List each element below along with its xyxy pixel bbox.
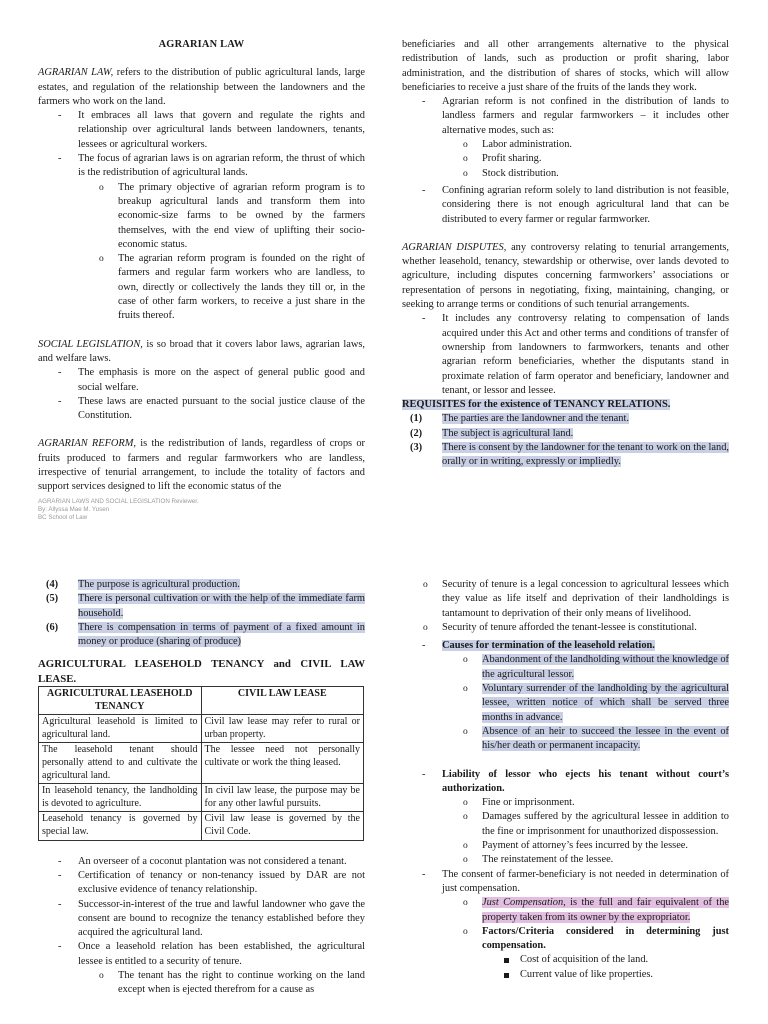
- table-cell: The leasehold tenant should personally attend to and cultivate the agricultural land.: [39, 743, 202, 784]
- requisite-text: There is consent by the landowner for the tenant to work on the land, orally or in writing, expressly or impliedly.: [442, 442, 729, 468]
- list-item: - The emphasis is more on the aspect of general public good and social welfare.: [38, 366, 365, 395]
- list-item: [38, 940, 365, 997]
- agrarian-disputes-definition: [402, 241, 729, 312]
- list-item-text: The focus of agrarian laws is on agrarian reform, the thrust of which is the redistribution of agricultural lands.: [78, 153, 365, 179]
- table-cell: The lessee need not personally cultivate or work the thing leased.: [201, 743, 364, 784]
- requisites-heading: REQUISITES for the existence of TENANCY RELATIONS.: [402, 399, 671, 411]
- sub-list-item: o Voluntary surrender of the landholding by the agricultural lessee, written notice of which shall be served three months in advance.: [442, 682, 729, 725]
- requisite-text: There is compensation in terms of payment of a fixed amount in money or produce (sharing of produce): [78, 621, 365, 648]
- definition-text: is so broad that it covers labor laws, agrarian laws, and welfare laws.: [38, 338, 365, 364]
- requisite-number: (5): [46, 593, 59, 605]
- table-cell: In leasehold tenancy, the landholding is devoted to agriculture.: [39, 784, 202, 812]
- sub-list-item: o The tenant has the right to continue working on the land except when is ejected therefrom for a cause as: [78, 969, 365, 998]
- requisite-item: [38, 592, 365, 621]
- just-compensation-definition: [482, 897, 729, 922]
- causes-sub-list: [442, 653, 729, 753]
- list-item: - It embraces all laws that govern and regulate the rights and relationship over agricultural lands between landowners, tenants, lessees or agricultural workers.: [38, 109, 365, 152]
- list-item-text: Once a leasehold relation has been established, the agricultural lessee is entitled to a security of tenure.: [78, 941, 365, 967]
- requisite-number: (4): [46, 579, 59, 590]
- causes-heading: Causes for termination of the leasehold relation.: [442, 640, 655, 652]
- comparison-table: [38, 686, 364, 841]
- list-item: [402, 868, 729, 982]
- requisites-list-continued: [38, 578, 365, 649]
- social-legislation-list: [38, 366, 365, 423]
- sub-list-item: o Profit sharing.: [442, 152, 729, 166]
- agrarian-law-list: [38, 109, 365, 323]
- agrarian-reform-definition: [38, 437, 365, 494]
- page-footer: [38, 498, 199, 522]
- table-header: AGRICULTURAL LEASEHOLD TENANCY: [39, 687, 202, 715]
- sub-list-item: [442, 896, 729, 925]
- requisite-number: (3): [410, 442, 423, 454]
- page2-left-column: [38, 578, 365, 998]
- requisite-number: (1): [410, 413, 423, 425]
- reform-continuation: beneficiaries and all other arrangements alternative to the physical redistribution of lands, such as production or profit sharing, labor administration, and the distribution of shares of stocks, which will allow beneficiaries to receive a just share of the fruits of the lands they work.: [402, 39, 729, 93]
- sub-list-item: o Security of tenure afforded the tenant-lessee is constitutional.: [402, 621, 729, 635]
- footer-line: By: Allyssa Mae M. Yusen: [38, 506, 110, 513]
- term: AGRARIAN REFORM,: [38, 438, 137, 450]
- sub-list-item: [442, 925, 729, 982]
- factors-list: [482, 953, 729, 982]
- list-item: - Confining agrarian reform solely to land distribution is not feasible, considering there is not enough agricultural land that can be distributed to every farmer or regular farmworker.: [402, 184, 729, 227]
- table-row: [39, 784, 364, 812]
- sub-list-item: o Payment of attorney’s fees incurred by the lessee.: [442, 839, 729, 853]
- page1-left-column: [38, 38, 365, 495]
- sub-list-item: o Abandonment of the landholding without the knowledge of the agricultural lessor.: [442, 653, 729, 682]
- sub-list-item: o Absence of an heir to succeed the lessee in the event of his/her death or permanent incapacity.: [442, 725, 729, 754]
- requisite-text: There is personal cultivation or with the help of the immediate farm household.: [78, 593, 365, 619]
- table-row: [39, 715, 364, 743]
- table-row: [39, 812, 364, 840]
- list-item: [402, 95, 729, 181]
- causes-list: [402, 639, 729, 753]
- list-item: - It includes any controversy relating to compensation of lands acquired under this Act and other terms and conditions of transfer of ownership from landowners to farmworkers, tenants and other agrarian reform beneficiaries, whether the disputants stand in proximate relation of farm operator and beneficiary, landowner and tenant, or lessor and lessee.: [402, 312, 729, 398]
- comparison-heading: AGRICULTURAL LEASEHOLD TENANCY and CIVIL LAW LEASE.: [38, 658, 365, 685]
- footer-line: AGRARIAN LAWS AND SOCIAL LEGISLATION Reviewer.: [38, 498, 199, 505]
- requisite-text: The parties are the landowner and the tenant.: [442, 413, 629, 425]
- list-item: - An overseer of a coconut plantation was not considered a tenant.: [38, 855, 365, 869]
- sub-list: [78, 181, 365, 324]
- liability-list: [402, 768, 729, 982]
- definition-text: any controversy relating to tenurial arrangements, whether leasehold, tenancy, stewardship or otherwise, over lands devoted to agriculture, including disputes concerning farmworkers’ associations or representation of persons in negotiating, fixing, maintaining, changing, or seeking to arrange terms or conditions of such tenurial arrangements.: [402, 241, 729, 311]
- page2-right-column: [402, 578, 729, 982]
- definition-text: refers to the distribution of public agricultural lands, large estates, and regulation of the relationship between the landowners and the farmers who work on the land.: [38, 67, 366, 107]
- table-row: [39, 743, 364, 784]
- table-cell: Leasehold tenancy is governed by special law.: [39, 812, 202, 840]
- table-header: CIVIL LAW LEASE: [201, 687, 364, 715]
- sub-list-item: o Labor administration.: [442, 138, 729, 152]
- table-cell: In civil law lease, the purpose may be for any other lawful pursuits.: [201, 784, 364, 812]
- factors-heading: Factors/Criteria considered in determining just compensation.: [482, 925, 729, 952]
- term: AGRARIAN DISPUTES,: [402, 241, 507, 253]
- social-legislation-definition: [38, 338, 365, 367]
- requisite-item: [402, 412, 729, 426]
- requisite-item: [38, 621, 365, 650]
- requisite-item: [38, 578, 365, 592]
- just-comp-sub-list: [442, 896, 729, 982]
- requisites-list: [402, 412, 729, 469]
- requisite-number: (2): [410, 427, 423, 439]
- requisite-text: The subject is agricultural land.: [442, 427, 574, 439]
- list-item-text: The consent of farmer-beneficiary is not needed in determination of just compensation.: [442, 868, 729, 894]
- agrarian-law-definition: [38, 66, 365, 109]
- term: SOCIAL LEGISLATION,: [38, 338, 143, 350]
- sub-list-item: o The primary objective of agrarian reform program is to breakup agricultural lands and transform them into economic-size farms to be owned by the farmers themselves, with the end view of uplifting their socio-economic status.: [78, 181, 365, 252]
- definition-text: is the full and fair equivalent of the property taken from its owner by the expropriator.: [482, 897, 729, 923]
- liability-sub-list: [442, 796, 729, 867]
- term: Just Compensation,: [482, 897, 566, 909]
- definition-text: is the redistribution of lands, regardless of crops or fruits produced to farmers and regular farmworkers who are landless, irrespective of tenurial arrangement, to include the totality of factors and support services designed to lift the economic status of the: [38, 438, 365, 493]
- security-list: [402, 578, 729, 635]
- modes-list: [442, 138, 729, 181]
- sub-list: [78, 969, 365, 998]
- requisite-number: (6): [46, 621, 59, 633]
- factor-item: Current value of like properties.: [482, 968, 729, 982]
- sub-list-item: o Security of tenure is a legal concession to agricultural lessees which they value as life itself and deprivation of their landholdings is tantamount to deprivation of their only means of livelihood.: [402, 578, 729, 621]
- list-item-text: Agrarian reform is not confined in the distribution of lands to landless farmers and regular farmworkers – it includes other alternative modes, such as:: [442, 96, 729, 136]
- list-item: [38, 152, 365, 324]
- list-item: - These laws are enacted pursuant to the social justice clause of the Constitution.: [38, 395, 365, 424]
- page-2: [0, 572, 768, 1024]
- table-cell: Civil law lease may refer to rural or urban property.: [201, 715, 364, 743]
- reform-list: [402, 95, 729, 227]
- page1-right-column: [402, 38, 729, 470]
- sub-list-item: o The agrarian reform program is founded on the right of farmers and regular farm workers who are landless, to own, directly or collectively the lands they till or, in the case of other farm workers, to receive a just share in the fruits thereof.: [78, 252, 365, 323]
- sub-list-item: o Damages suffered by the agricultural lessee in addition to the fine or imprisonment for unauthorized dispossession.: [442, 810, 729, 839]
- sub-list-item: o Fine or imprisonment.: [442, 796, 729, 810]
- requisite-text: The purpose is agricultural production.: [78, 579, 240, 590]
- list-item: - Certification of tenancy or non-tenancy issued by DAR are not exclusive evidence of tenancy relationship.: [38, 869, 365, 898]
- page-title: AGRARIAN LAW: [158, 39, 245, 50]
- footer-line: BC School of Law: [38, 514, 88, 521]
- requisite-item: [402, 427, 729, 441]
- disputes-list: [402, 312, 729, 398]
- sub-list-item: o The reinstatement of the lessee.: [442, 853, 729, 867]
- term: AGRARIAN LAW,: [38, 67, 114, 79]
- table-cell: Civil law lease is governed by the Civil Code.: [201, 812, 364, 840]
- factor-item: Cost of acquisition of the land.: [482, 953, 729, 967]
- sub-list-item: o Stock distribution.: [442, 167, 729, 181]
- list-item: - Successor-in-interest of the true and lawful landowner who gave the consent are bound to recognize the tenancy established before they acquired the agricultural land.: [38, 898, 365, 941]
- requisite-item: [402, 441, 729, 470]
- list-item: [402, 768, 729, 868]
- list-item: [402, 639, 729, 753]
- tenancy-notes-list: [38, 855, 365, 998]
- table-header-row: [39, 687, 364, 715]
- table-cell: Agricultural leasehold is limited to agricultural land.: [39, 715, 202, 743]
- liability-heading: Liability of lessor who ejects his tenant without court’s authorization.: [442, 768, 729, 794]
